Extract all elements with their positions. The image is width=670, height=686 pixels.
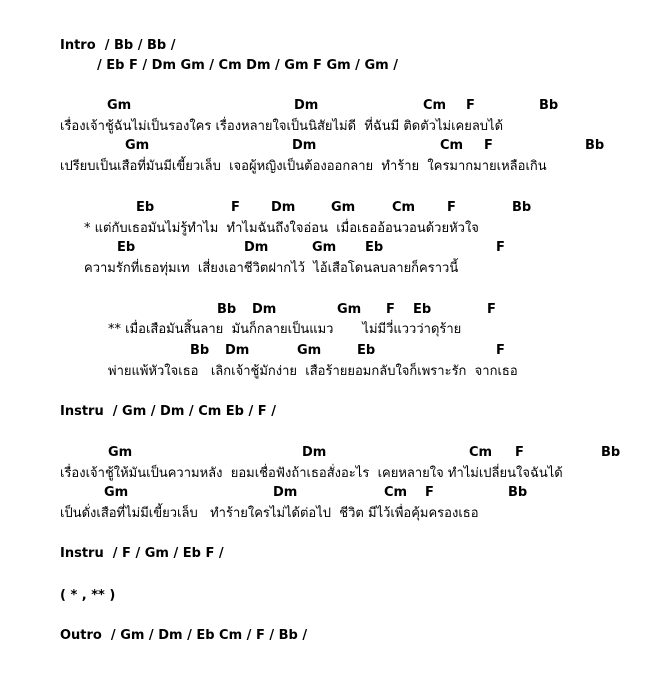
chord: F <box>425 485 434 500</box>
chord: Dm <box>271 200 296 215</box>
chord: Dm <box>273 485 298 500</box>
chord: Gm <box>297 343 322 358</box>
chord: Cm <box>423 98 447 113</box>
instrumental-line: Instru / F / Gm / Eb F / <box>60 546 224 561</box>
chord: Dm <box>302 445 327 460</box>
chord: Eb <box>413 302 432 317</box>
lyric-line: เปรียบเป็นเสือที่มันมีเขี้ยวเล็บ เจอผู้หญิงเป็นต้องออกลาย ทำร้าย ใครมากมายเหลือเกิน <box>60 159 547 174</box>
lyric-line: ** เมื่อเสือมันสิ้นลาย มันก็กลายเป็นแมว ไม่มีวี่แววว่าดุร้าย <box>108 322 462 337</box>
chord: Gm <box>104 485 129 500</box>
chord: Eb <box>136 200 155 215</box>
lyric-line: เรื่องเจ้าชู้ฉันไม่เป็นรองใคร เรื่องหลายใจเป็นนิสัยไม่ดี ที่ฉันมี ติดตัวไม่เคยลบได้ <box>60 119 504 134</box>
repeat-marker: ( * , ** ) <box>60 588 116 603</box>
chord: Bb <box>508 485 528 500</box>
lyric-line: * แต่กับเธอมันไม่รู้ทำไม ทำไมฉันถึงใจอ่อน เมื่อเธออ้อนวอนด้วยหัวใจ <box>84 221 479 236</box>
chord: F <box>386 302 395 317</box>
chord: Dm <box>225 343 250 358</box>
outro-line: Outro / Gm / Dm / Eb Cm / F / Bb / <box>60 628 308 643</box>
chord: F <box>484 138 493 153</box>
chord: Dm <box>252 302 277 317</box>
chord: F <box>447 200 456 215</box>
chord: F <box>231 200 240 215</box>
chord: Gm <box>107 98 132 113</box>
chord: Cm <box>392 200 416 215</box>
intro-line-1: Intro / Bb / Bb / <box>60 38 176 53</box>
chord: Eb <box>365 240 384 255</box>
chord: F <box>466 98 475 113</box>
lyric-line: เรื่องเจ้าชู้ให้มันเป็นความหลัง ยอมเชื่อฟังถ้าเธอสั่งอะไร เคยหลายใจ ทำไม่เปลี่ยนใจฉันได้ <box>60 466 563 481</box>
chord: Bb <box>190 343 210 358</box>
chord: Eb <box>117 240 136 255</box>
chord: Gm <box>108 445 133 460</box>
chord: Bb <box>217 302 237 317</box>
chord: Gm <box>331 200 356 215</box>
chord: F <box>515 445 524 460</box>
chord: Gm <box>337 302 362 317</box>
chord: Cm <box>384 485 408 500</box>
chord: Cm <box>469 445 493 460</box>
lyric-line: เป็นดั่งเสือที่ไม่มีเขี้ยวเล็บ ทำร้ายใครไม่ได้ต่อไป ชีวิต มีไว้เพื่อคุ้มครองเธอ <box>60 506 479 521</box>
chord: Dm <box>294 98 319 113</box>
chord: Gm <box>125 138 150 153</box>
chord: Bb <box>539 98 559 113</box>
chord: Dm <box>244 240 269 255</box>
chord: Bb <box>585 138 605 153</box>
lyric-line: ความรักที่เธอทุ่มเท เสี่ยงเอาชีวิตฝากไว้ ไอ้เสือโดนลบลายก็คราวนี้ <box>84 261 459 276</box>
instrumental-line: Instru / Gm / Dm / Cm Eb / F / <box>60 404 276 419</box>
chord: Eb <box>357 343 376 358</box>
chord: Dm <box>292 138 317 153</box>
chord: Cm <box>440 138 464 153</box>
chord: Bb <box>601 445 621 460</box>
chord: F <box>496 343 505 358</box>
chord: Bb <box>512 200 532 215</box>
lyric-line: พ่ายแพ้หัวใจเธอ เลิกเจ้าชู้มักง่าย เสือร้ายยอมกลับใจก็เพราะรัก จากเธอ <box>108 364 518 379</box>
chord: F <box>496 240 505 255</box>
chord: F <box>487 302 496 317</box>
chord: Gm <box>312 240 337 255</box>
intro-line-2: / Eb F / Dm Gm / Cm Dm / Gm F Gm / Gm / <box>97 58 398 73</box>
